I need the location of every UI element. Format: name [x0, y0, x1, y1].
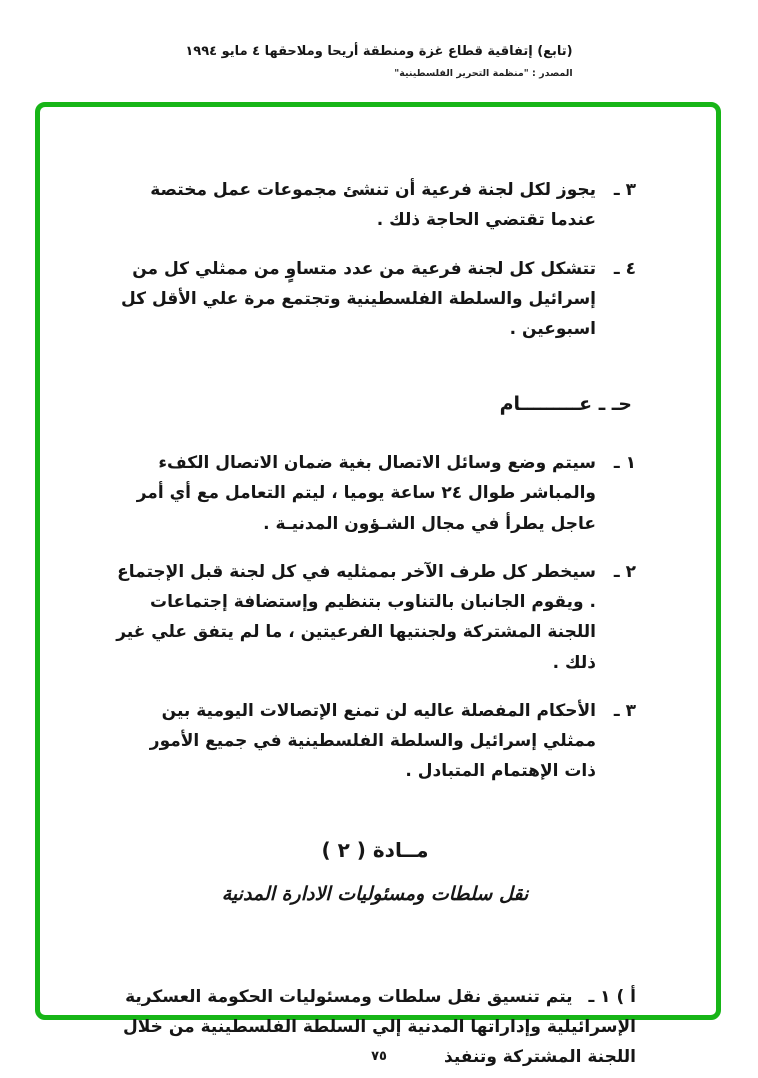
page-number: ٧٥ — [371, 1049, 387, 1064]
list-item-text: الأحكام المفصلة عاليه لن تمنع الإتصالات اليومية بين ممثلي إسرائيل والسلطة الفلسطينية في جميع الأمور ذات الإهتمام المتبادل . — [149, 700, 596, 782]
page-header-inner — [185, 44, 572, 79]
list-item — [114, 175, 636, 236]
list-item-number: ٣ ـ — [613, 700, 636, 721]
section-heading-general: حـ ـ عـــــــــام — [499, 393, 632, 416]
list-item — [114, 448, 636, 539]
page-header — [0, 44, 758, 80]
list-item-text: سيخطر كل طرف الآخر بممثليه في كل لجنة قبل الإجتماع . ويقوم الجانبان بالتناوب بتنظيم وإستضافة إجتماعات اللجنة المشتركة ولجنتيها الفرعيتين ، ما لم يتفق علي غير ذلك . — [116, 561, 596, 673]
list-item — [114, 254, 636, 345]
article-2-heading: مــادة ( ٢ ) — [321, 837, 429, 862]
list-item — [114, 696, 636, 787]
list-item-number: ١ ـ — [613, 453, 636, 474]
list-item-text: يتم تنسيق نقل سلطات ومسئوليات الحكومة العسكرية الإسرائيلية وإداراتها المدنية إلي السلطة الفلسطينية من خلال اللجنة المشتركة وتنفيذ — [123, 986, 636, 1068]
list-item-text: سيتم وضع وسائل الاتصال بغية ضمان الاتصال الكفء والمباشر طوال ٢٤ ساعة يوميا ، ليتم التعامل مع أي أمر عاجل يطرأ في مجال الشـؤون المدنيـة . — [136, 453, 596, 534]
document-title: (تابع) إتفاقية قطاع غزة ومنطقة أريحا وملاحقها ٤ مايو ١٩٩٤ — [185, 44, 573, 59]
list-item-number: ٢ ـ — [613, 561, 636, 582]
list-item-text: تتشكل كل لجنة فرعية من عدد متساوٍ من ممثلي كل من إسرائيل والسلطة الفلسطينية وتجتمع مرة علي الأقل كل اسبوعين . — [120, 258, 596, 339]
list-item-text: يجوز لكل لجنة فرعية أن تنشئ مجموعات عمل مختصة عندما تقتضي الحاجة ذلك . — [150, 180, 596, 231]
list-item — [114, 557, 636, 678]
list-item-number: ٣ ـ — [613, 180, 636, 200]
document-source: المصدر : "منظمة التحرير الفلسطينية" — [394, 68, 573, 79]
document-body — [40, 107, 716, 1073]
list-item-number: ٤ ـ — [613, 258, 636, 279]
list-item-number: أ ) ١ ـ — [588, 986, 636, 1007]
article-2-subtitle: نقل سلطات ومسئوليات الادارة المدنية — [221, 883, 529, 906]
